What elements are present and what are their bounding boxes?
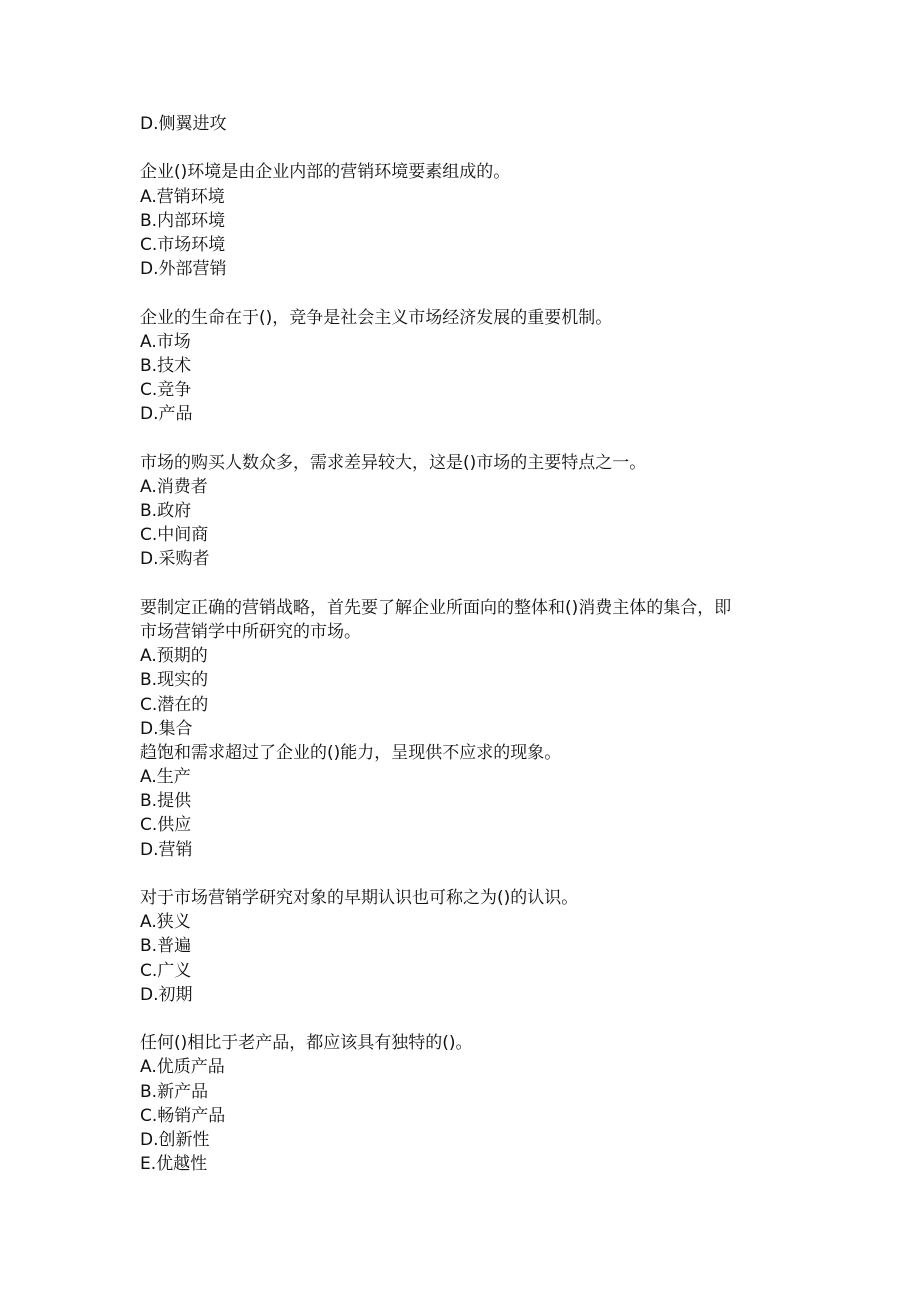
document-page xyxy=(140,112,800,1176)
option-line: D.创新性 xyxy=(140,1129,210,1150)
option-line: E.优越性 xyxy=(140,1154,208,1175)
option-line: A.预期的 xyxy=(140,646,208,667)
blank-line xyxy=(140,281,800,305)
option-line: A.狭义 xyxy=(140,912,191,933)
option-line: B.现实的 xyxy=(140,670,209,691)
option-line: B.新产品 xyxy=(140,1081,209,1102)
blank-line xyxy=(140,1007,800,1031)
option-line: B.内部环境 xyxy=(140,210,226,231)
option-line: B.普遍 xyxy=(140,936,192,957)
option-line: C.中间商 xyxy=(140,525,209,546)
question-line: 企业的生命在于()，竞争是社会主义市场经济发展的重要机制。 xyxy=(140,307,613,328)
option-line: B.政府 xyxy=(140,501,192,521)
option-line: A.生产 xyxy=(140,767,191,788)
option-line: A.优质产品 xyxy=(140,1057,225,1078)
option-line: A.消费者 xyxy=(140,476,208,497)
option-line: C.潜在的 xyxy=(140,694,209,715)
question-line: 企业()环境是由企业内部的营销环境要素组成的。 xyxy=(140,162,511,183)
option-line: D.外部营销 xyxy=(140,259,227,280)
blank-line xyxy=(140,136,800,160)
option-line: D.初期 xyxy=(140,984,193,1005)
blank-line xyxy=(140,426,800,450)
question-line: 趋饱和需求超过了企业的()能力，呈现供不应求的现象。 xyxy=(140,742,562,763)
blank-line xyxy=(140,862,800,886)
option-line: C.畅销产品 xyxy=(140,1105,226,1126)
option-line: C.市场环境 xyxy=(140,234,226,255)
option-line: D.侧翼进攻 xyxy=(140,114,227,134)
option-line: D.产品 xyxy=(140,404,193,425)
option-line: C.广义 xyxy=(140,960,192,981)
option-line: D.集合 xyxy=(140,718,193,739)
option-line: B.技术 xyxy=(140,355,192,376)
question-line: 要制定正确的营销战略，首先要了解企业所面向的整体和()消费主体的集合，即 xyxy=(140,597,732,618)
option-line: A.市场 xyxy=(140,331,191,352)
option-line: D.采购者 xyxy=(140,549,210,570)
option-line: D.营销 xyxy=(140,839,193,860)
option-line: B.提供 xyxy=(140,791,192,812)
option-line: A.营销环境 xyxy=(140,186,225,207)
option-line: C.竞争 xyxy=(140,380,192,401)
question-line: 对于市场营销学研究对象的早期认识也可称之为()的认识。 xyxy=(140,888,579,908)
blank-line xyxy=(140,572,800,596)
question-line: 任何()相比于老产品，都应该具有独特的()。 xyxy=(140,1033,473,1054)
option-line: C.供应 xyxy=(140,815,192,836)
question-line: 市场的购买人数众多，需求差异较大，这是()市场的主要特点之一。 xyxy=(140,452,647,473)
question-line: 市场营销学中所研究的市场。 xyxy=(140,621,361,642)
